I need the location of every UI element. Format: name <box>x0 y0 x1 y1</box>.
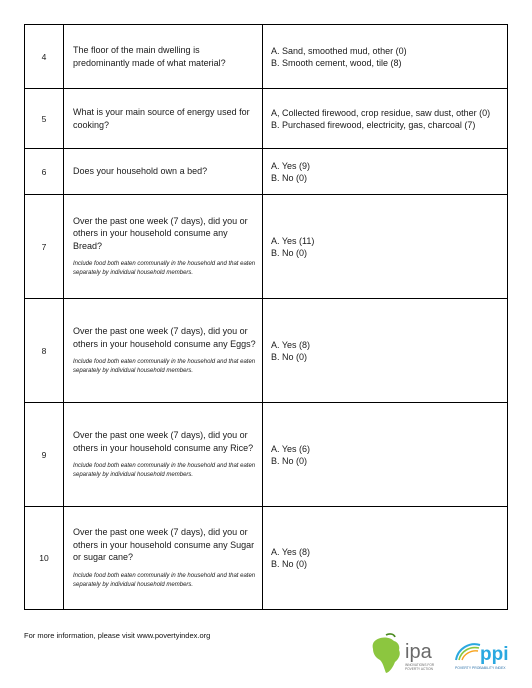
question-text: What is your main source of energy used for cooking? <box>73 107 250 130</box>
row-number: 5 <box>25 89 64 149</box>
question-text: Over the past one week (7 days), did you or others in your household consume any Bread? <box>73 215 248 251</box>
table-row <box>25 403 508 507</box>
answer-option: B. No (0) <box>271 455 308 466</box>
question-text: Does your household own a bed? <box>73 166 208 177</box>
table-row <box>25 89 508 149</box>
question-text: Over the past one week (7 days), did you or others in your household consume any Sugar or sugar cane? <box>73 527 255 563</box>
answer-option: B. Purchased firewood, electricity, gas, charcoal (7) <box>271 119 476 130</box>
table-row <box>25 507 508 610</box>
ipa-wordmark: ipa <box>405 641 432 663</box>
answer-option: A. Yes (8) <box>271 339 311 350</box>
row-number: 4 <box>25 25 64 89</box>
footer-text[interactable]: For more information, please visit www.povertyindex.org <box>24 631 211 640</box>
question-text: The floor of the main dwelling is predominantly made of what material? <box>73 45 226 68</box>
answer-option: B. No (0) <box>271 247 308 258</box>
answer-option: B. No (0) <box>271 351 308 362</box>
question-note: Include food both eaten communally in the household and that eaten separately by individual household members. <box>73 359 256 374</box>
answer-option: A. Yes (9) <box>271 160 311 171</box>
ipa-logo <box>368 632 446 678</box>
question-note: Include food both eaten communally in the household and that eaten separately by individual household members. <box>73 261 256 277</box>
questionnaire-table <box>24 24 508 610</box>
question-note: Include food both eaten communally in the household and that eaten separately by individual household members. <box>73 572 256 588</box>
svg-text:POVERTY PROBABILITY INDEX: POVERTY PROBABILITY INDEX <box>455 666 506 670</box>
row-number: 9 <box>25 403 64 507</box>
row-number: 6 <box>25 149 64 195</box>
row-number: 7 <box>25 195 64 299</box>
answer-option: B. Smooth cement, wood, tile (8) <box>271 57 402 68</box>
answer-option: A. Yes (8) <box>271 547 311 557</box>
question-text: Over the past one week (7 days), did you or others in your household consume any Eggs? <box>73 326 256 349</box>
table-row <box>25 195 508 299</box>
row-number: 8 <box>25 299 64 403</box>
question-text: Over the past one week (7 days), did you or others in your household consume any Rice? <box>73 430 254 453</box>
ppi-logo <box>452 636 522 676</box>
answer-option: A, Collected firewood, crop residue, saw dust, other (0) <box>271 107 491 118</box>
row-number: 10 <box>25 507 64 610</box>
answer-option: A. Yes (11) <box>271 235 315 246</box>
svg-text:INNOVATIONS FOR: INNOVATIONS FOR <box>405 663 435 667</box>
svg-text:POVERTY ACTION: POVERTY ACTION <box>405 667 433 671</box>
table-row <box>25 25 508 89</box>
africa-map-icon <box>373 637 400 673</box>
answer-option: B. No (0) <box>271 559 308 569</box>
answer-option: B. No (0) <box>271 172 308 183</box>
table-row <box>25 149 508 195</box>
question-note: Include food both eaten communally in the household and that eaten separately by individual household members. <box>73 463 256 478</box>
answer-option: A. Yes (6) <box>271 443 311 454</box>
ppi-wordmark: ppi <box>480 644 509 665</box>
answer-option: A. Sand, smoothed mud, other (0) <box>271 45 407 56</box>
table-row <box>25 299 508 403</box>
